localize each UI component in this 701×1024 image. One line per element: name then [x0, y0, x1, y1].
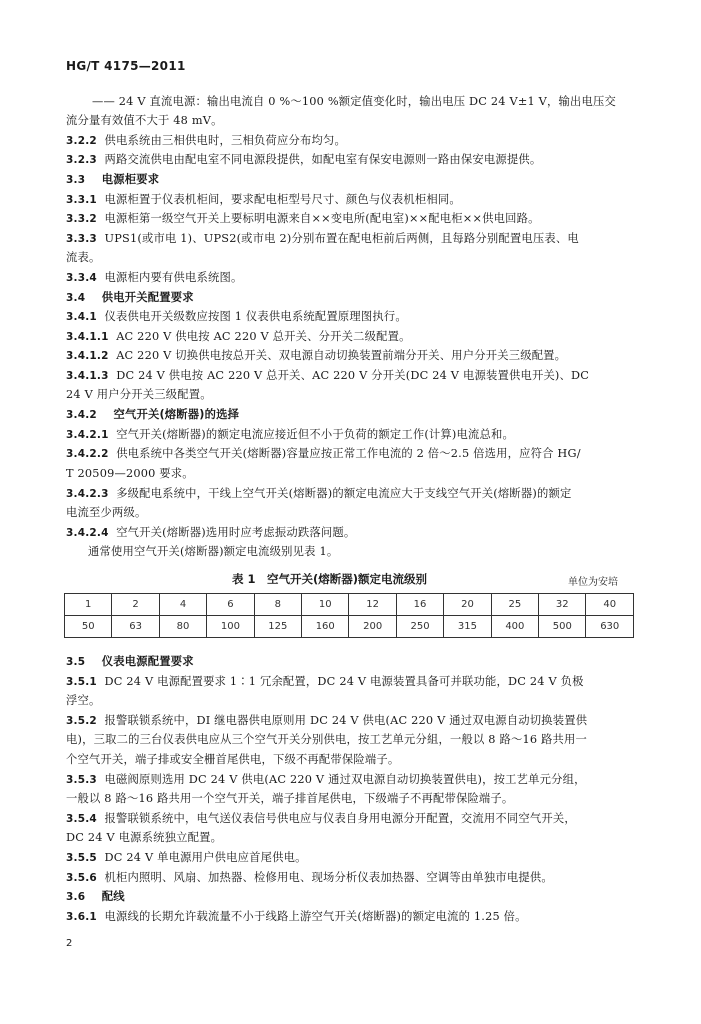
- text-line: 3.4.2.3 多级配电系统中，干线上空气开关(熔断器)的额定电流应大于支线空气开关(熔断器)的额定: [66, 487, 572, 500]
- text-line: 3.4.2.2 供电系统中各类空气开关(熔断器)容量应按正常工作电流的 2 倍～2.5 倍选用，应符合 HG/: [66, 447, 581, 460]
- text-line: 3.6.1 电源线的长期允许载流量不小于线路上游空气开关(熔断器)的额定电流的 1.25 倍。: [66, 910, 527, 923]
- section-heading: 3.4.2 空气开关(熔断器)的选择: [66, 408, 240, 421]
- table-cell: 160: [302, 616, 349, 638]
- text-line: 3.4.1.3 DC 24 V 供电按 AC 220 V 总开关、AC 220 V 分开关(DC 24 V 电源装置供电开关)、DC: [66, 369, 590, 382]
- table-cell: 32: [539, 594, 586, 616]
- table-cell: 125: [254, 616, 301, 638]
- table-cell: 4: [159, 594, 206, 616]
- text-line: T 20509—2000 要求。: [66, 467, 194, 480]
- table-cell: 80: [159, 616, 206, 638]
- current-rating-table: [64, 593, 634, 638]
- table-cell: 315: [444, 616, 491, 638]
- text-line: 3.5.5 DC 24 V 单电源用户供电应首尾供电。: [66, 851, 307, 864]
- text-line: 3.5.6 机柜内照明、风扇、加热器、检修用电、现场分析仪表加热器、空调等由单独市电提供。: [66, 871, 553, 884]
- text-line: 3.5.2 报警联锁系统中，DI 继电器供电原则用 DC 24 V 供电(AC 220 V 通过双电源自动切换装置供: [66, 714, 588, 727]
- table-cell: 16: [396, 594, 443, 616]
- text-line: 个空气开关，端子排或安全栅首尾供电，下级不再配带保险端子。: [66, 753, 400, 766]
- table-cell: 8: [254, 594, 301, 616]
- section-heading: 3.4 供电开关配置要求: [66, 291, 194, 304]
- table-cell: 63: [112, 616, 159, 638]
- text-line: 3.4.1.1 AC 220 V 供电按 AC 220 V 总开关、分开关二级配置。: [66, 330, 411, 343]
- text-line: 一般以 8 路～16 路共用一个空气开关，端子排首尾供电，下级端子不再配带保险端子。: [66, 792, 514, 805]
- text-line: 3.2.3 两路交流供电由配电室不同电源段提供，如配电室有保安电源则一路由保安电源提供。: [66, 153, 542, 166]
- text-line: 3.5.1 DC 24 V 电源配置要求 1∶1 冗余配置，DC 24 V 电源装置具备可并联功能，DC 24 V 负极: [66, 675, 584, 688]
- table-cell: 20: [444, 594, 491, 616]
- text-line: 3.2.2 供电系统由三相供电时，三相负荷应分布均匀。: [66, 134, 346, 147]
- text-line: 通常使用空气开关(熔断器)额定电流级别见表 1。: [88, 545, 339, 558]
- text-line: 3.3.3 UPS1(或市电 1)、UPS2(或市电 2)分别布置在配电柜前后两侧，且每路分别配置电压表、电: [66, 232, 579, 245]
- text-line: 电)，三取二的三台仪表供电应从三个空气开关分别供电，按工艺单元分組，一般以 8 路～16 路共用一: [66, 733, 588, 746]
- text-line: 3.3.4 电源柜内要有供电系统图。: [66, 271, 243, 284]
- table-cell: 400: [491, 616, 538, 638]
- table-cell: 200: [349, 616, 396, 638]
- table-cell: 1: [65, 594, 112, 616]
- text-line: 3.4.1 仪表供电开关级数应按图 1 仪表供电系统配置原理图执行。: [66, 310, 407, 323]
- standard-header: HG/T 4175—2011: [66, 59, 186, 73]
- page-number: 2: [66, 938, 73, 949]
- table-cell: 25: [491, 594, 538, 616]
- table-cell: 6: [207, 594, 254, 616]
- section-heading: 3.3 电源柜要求: [66, 173, 160, 186]
- table-cell: 250: [396, 616, 443, 638]
- text-line: 3.4.2.1 空气开关(熔断器)的额定电流应接近但不小于负荷的额定工作(计算)电流总和。: [66, 428, 515, 441]
- table-cell: 2: [112, 594, 159, 616]
- table-cell: 500: [539, 616, 586, 638]
- text-line: —— 24 V 直流电源：输出电流自 0 %～100 %额定值变化时，输出电压 DC 24 V±1 V，输出电压交: [92, 95, 617, 108]
- table-cell: 10: [302, 594, 349, 616]
- text-line: 24 V 用户分开关三级配置。: [66, 388, 212, 401]
- table-cell: 40: [586, 594, 634, 616]
- table-cell: 12: [349, 594, 396, 616]
- text-line: DC 24 V 电源系统独立配置。: [66, 831, 223, 844]
- table-row: [65, 616, 634, 638]
- text-line: 流分量有效值不大于 48 mV。: [66, 114, 223, 127]
- table-row: [65, 594, 634, 616]
- text-line: 3.3.2 电源柜第一级空气开关上要标明电源来自××变电所(配电室)××配电柜××供电回路。: [66, 212, 540, 225]
- table-unit: 单位为安培: [568, 577, 618, 588]
- table-cell: 50: [65, 616, 112, 638]
- text-line: 3.4.1.2 AC 220 V 切换供电按总开关、双电源自动切换装置前端分开关、用户分开关三级配置。: [66, 349, 567, 362]
- text-line: 3.3.1 电源柜置于仪表机柜间，要求配电柜型号尺寸、颜色与仪表机柜相同。: [66, 193, 461, 206]
- section-heading: 3.5 仪表电源配置要求: [66, 655, 194, 668]
- table-caption: 表 1 空气开关(熔断器)额定电流级别: [232, 572, 428, 586]
- section-heading: 3.6 配线: [66, 890, 125, 903]
- text-line: 3.4.2.4 空气开关(熔断器)选用时应考虑振动跌落问题。: [66, 526, 356, 539]
- table-cell: 100: [207, 616, 254, 638]
- table-cell: 630: [586, 616, 634, 638]
- text-line: 3.5.3 电磁阀原则选用 DC 24 V 供电(AC 220 V 通过双电源自动切换装置供电)，按工艺单元分组，: [66, 773, 586, 786]
- text-line: 流表。: [66, 251, 101, 264]
- text-line: 电流至少两级。: [66, 506, 147, 519]
- text-line: 3.5.4 报警联锁系统中，电气送仪表信号供电应与仪表自身用电源分开配置，交流用不同空气开关，: [66, 812, 576, 825]
- text-line: 浮空。: [66, 694, 101, 707]
